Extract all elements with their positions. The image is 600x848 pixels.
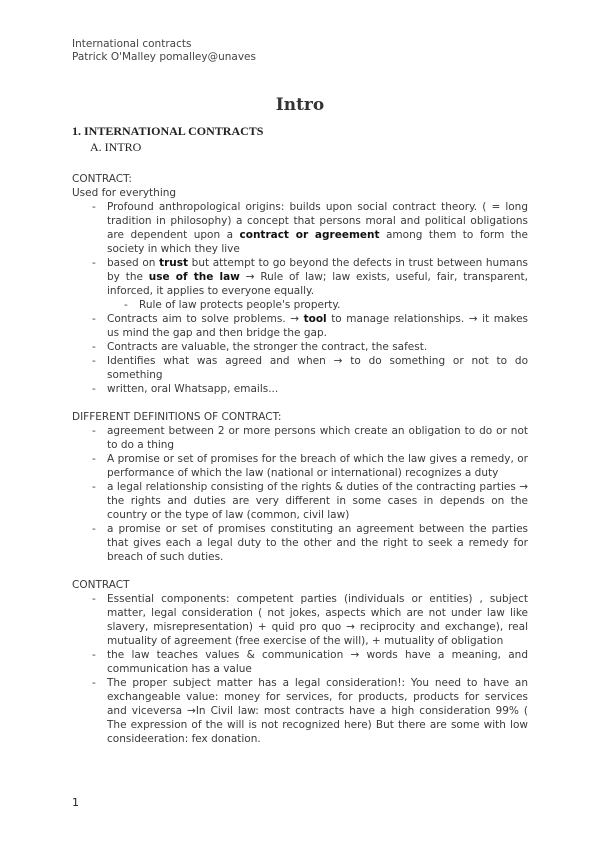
- dash-bullet: -: [92, 425, 96, 437]
- page-header: [72, 38, 256, 64]
- list-item: - Contracts are valuable, the stronger the contract, the safest.: [92, 341, 428, 353]
- dash-bullet: -: [92, 201, 96, 213]
- bold-term: use of the law: [148, 271, 240, 283]
- header-author: Patrick O'Malley pomalley@unaves: [72, 51, 256, 63]
- definitions-list: [72, 424, 528, 564]
- subsection-heading: A. INTRO: [90, 140, 142, 154]
- page-title: Intro: [275, 95, 325, 115]
- contract-intro: Used for everything: [72, 187, 177, 199]
- dash-bullet: -: [92, 383, 96, 395]
- dash-bullet: -: [92, 593, 96, 605]
- list-item: - Identifies what was agreed and when → to do something or not to do something: [92, 355, 528, 381]
- bold-term: tool: [303, 313, 327, 325]
- dash-bullet: -: [92, 453, 96, 465]
- contract-section-label: CONTRACT: [72, 579, 130, 591]
- list-item: - a promise or set of promises constituting an agreement between the parties that gives each a legal duty to the other and the right to seek a remedy for breach of such duties.: [92, 523, 528, 563]
- list-item: - written, oral Whatsapp, emails...: [92, 383, 279, 395]
- list-item: - Contracts aim to solve problems. → tool to manage relationships. → it makes us mind the gap and then bridge the gap.: [92, 313, 528, 339]
- section-heading: 1. INTERNATIONAL CONTRACTS: [72, 124, 264, 138]
- contract-bullets: [72, 200, 528, 396]
- dash-bullet: -: [92, 313, 96, 325]
- bold-term: trust: [159, 257, 189, 269]
- dash-bullet: -: [92, 481, 96, 493]
- list-item: - A promise or set of promises for the breach of which the law gives a remedy, or performance of which the law (national or international) recognizes a duty: [92, 453, 528, 479]
- list-item: - Profound anthropological origins: builds upon social contract theory. ( = long tradition in philosophy) a concept that persons moral and political obligations are dependent upon a contract or agreement among them to form the society in which they live: [92, 201, 528, 255]
- contract-label: CONTRACT:: [72, 173, 132, 185]
- list-item: - agreement between 2 or more persons which create an obligation to do or not to do a thing: [92, 425, 528, 451]
- list-item: - based on trust but attempt to go beyond the defects in trust between humans by the use of the law → Rule of law; law exists, useful, fair, transparent, inforced, it applies to everyone equally.: [92, 257, 528, 297]
- list-item: - a legal relationship consisting of the rights & duties of the contracting parties → the rights and duties are very different in some cases in depends on the country or the type of law (common, civil law): [92, 481, 528, 521]
- dash-bullet: -: [92, 341, 96, 353]
- dash-bullet: -: [92, 355, 96, 367]
- bold-term: contract or agreement: [239, 229, 380, 241]
- dash-bullet: -: [92, 677, 96, 689]
- list-item: - The proper subject matter has a legal consideration!: You need to have an exchangeable value: money for services, for products, products for services and viceversa →In Civil law: most contracts have a high consideration 99% ( The expression of the will is not recognized here) But there are some with low consideeration: fex donation.: [92, 677, 528, 745]
- page-number: 1: [72, 796, 79, 809]
- dash-bullet: -: [92, 257, 96, 269]
- header-course: International contracts: [72, 38, 192, 50]
- dash-bullet: -: [92, 649, 96, 661]
- list-item: - the law teaches values & communication → words have a meaning, and communication has a value: [92, 649, 528, 675]
- dash-bullet: -: [92, 523, 96, 535]
- document-body: [72, 172, 528, 746]
- list-item: - Essential components: competent parties (individuals or entities) , subject matter, legal consideration ( not jokes, aspects which are not under law like slavery, misrepresentation) + quid pro quo → reciprocity and exchange), real mutuality of agreement (free exercise of the will), + mutuality of obligation: [92, 593, 528, 647]
- contract-components-list: [72, 592, 528, 746]
- sub-list-item: - Rule of law protects people's property.: [124, 299, 341, 311]
- definitions-label: DIFFERENT DEFINITIONS OF CONTRACT:: [72, 411, 282, 423]
- dash-bullet: -: [124, 299, 128, 311]
